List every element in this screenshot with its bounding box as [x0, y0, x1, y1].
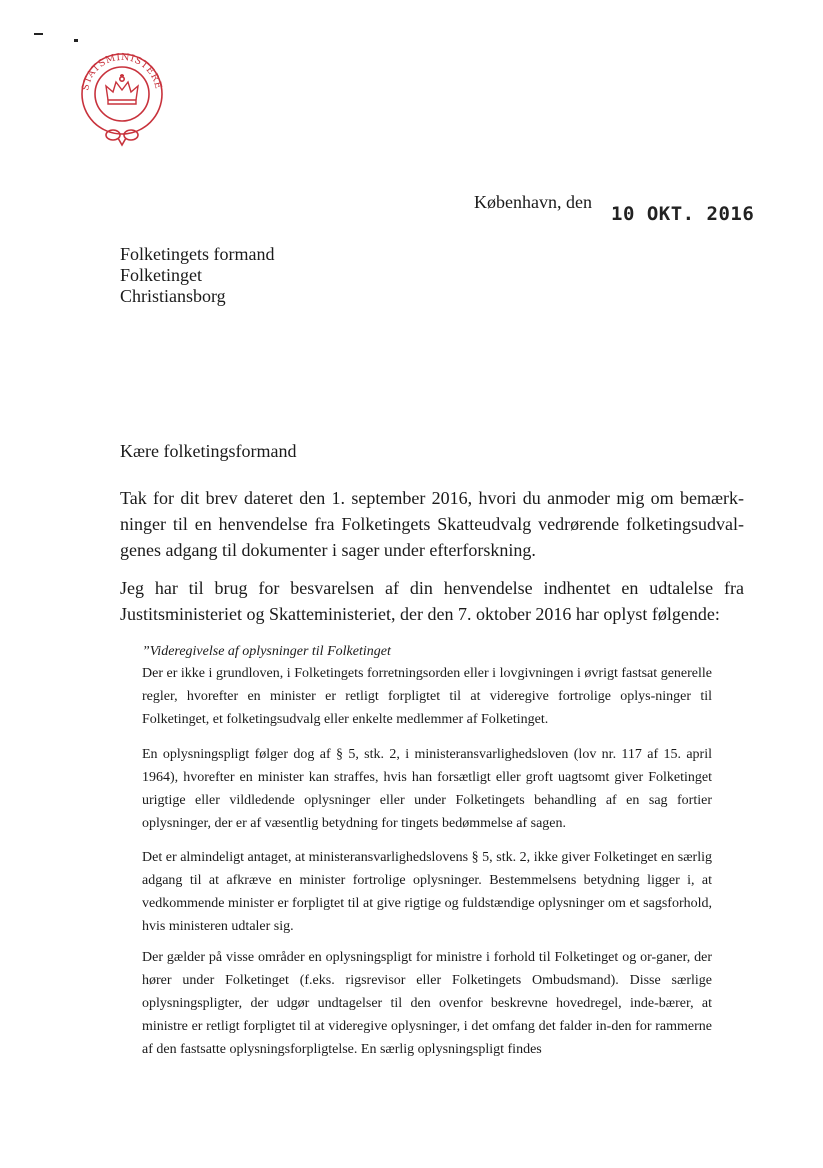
quote-paragraph: Der gælder på visse områder en oplysningspligt for ministre i forhold til Folketinget og or-ganer, der hører under Folketinget (f.eks. rigsrevisor eller Folketingets Ombudsmand). Disse særlige oplysningspligter, der udgør undtagelser til den ovenfor beskrevne hovedregel, inde-bærer, at ministre er retligt forpligtet til at videregive oplysninger, i det omfang det falder in-den for rammerne af den fastsatte oplysningsforpligtelse. En særlig oplysningspligt findes — [142, 950, 712, 1057]
recipient-line: Folketinget — [120, 265, 202, 285]
quote-paragraph: Der er ikke i grundloven, i Folketingets forretningsorden eller i lovgivningen i øvrigt fastsat generelle regler, hvorefter en minister er retligt forpligtet til at videregive fortrolige oplys-ninger til Folketinget, et folketingsudvalg eller enkelte medlemmer af Folketinget. — [142, 666, 712, 727]
scan-speck — [34, 33, 43, 35]
body-paragraph: Jeg har til brug for besvarelsen af din henvendelse indhentet en udtalelse fra Justitsministeriet og Skatteministeriet, der den 7. oktober 2016 har oplyst følgende: — [120, 578, 744, 624]
recipient-line: Christiansborg — [120, 286, 226, 306]
date-stamp: 10 OKT. 2016 — [611, 203, 755, 225]
salutation: Kære folketingsformand — [120, 441, 297, 461]
quote-paragraph: Det er almindeligt antaget, at ministeransvarlighedslovens § 5, stk. 2, ikke giver Folketinget en særlig adgang til at afkræve en minister fortrolige oplysninger. Bestemmelsens betydning ligger i, at vedkommende minister er forpligtet til at give rigtige og fuldstændige oplysninger om et sagsforhold, hvis ministeren udtaler sig. — [142, 850, 712, 934]
quote-heading: ”Videregivelse af oplysninger til Folketinget — [142, 644, 391, 659]
recipient-line: Folketingets formand — [120, 244, 275, 264]
svg-text:STATSMINISTEREN: STATSMINISTERE — [80, 51, 164, 92]
scan-speck — [74, 39, 78, 42]
city-date-label: København, den — [474, 192, 592, 212]
recipient-address — [120, 244, 274, 307]
body-paragraph: Tak for dit brev dateret den 1. september 2016, hvori du anmoder mig om bemærk-ninger til en henvendelse fra Folketingets Skatteudvalg vedrørende folketingsudval-genes adgang til dokumenter i sager under efterforskning. — [120, 488, 744, 560]
quote-paragraph: En oplysningspligt følger dog af § 5, stk. 2, i ministeransvarlighedsloven (lov nr. 117 af 15. april 1964), hvorefter en minister kan straffes, hvis han forsætligt eller groft uagtsomt giver Folketinget urigtige eller vildledende oplysninger eller under Folketingets behandling af en sag fortier oplysninger, der er af væsentlig betydning for tingets bedømmelse af sagen. — [142, 747, 712, 831]
statsministeren-seal-logo — [76, 48, 168, 148]
